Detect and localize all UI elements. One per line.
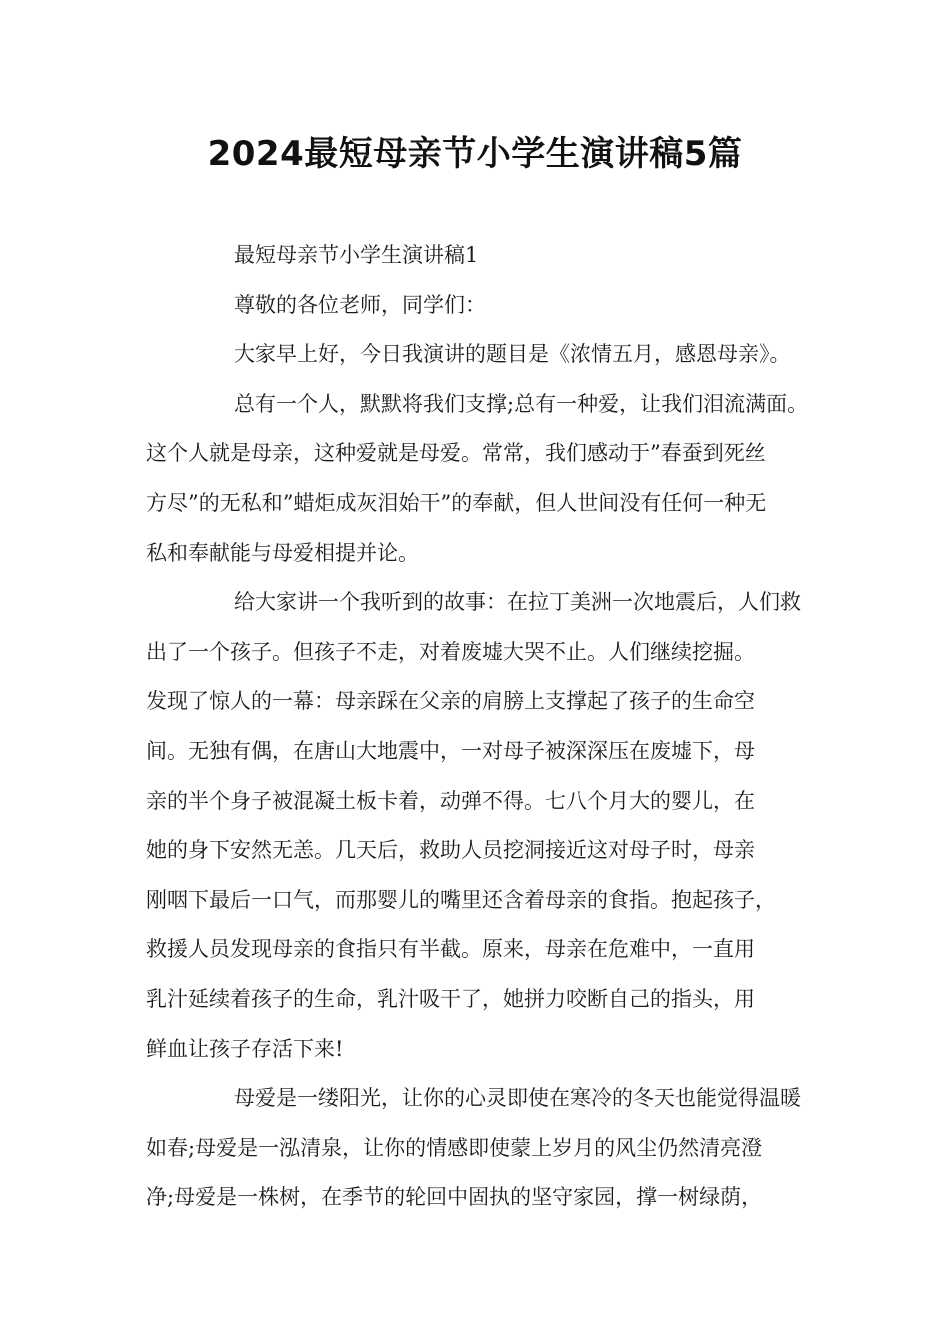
- text-line: 净;母爱是一株树，在季节的轮回中固执的坚守家园，撑一树绿荫，: [146, 1185, 763, 1210]
- paragraph: [146, 1074, 818, 1223]
- paragraph: [146, 380, 818, 578]
- text-line: 发现了惊人的一幕：母亲踩在父亲的肩膀上支撑起了孩子的生命空: [146, 689, 755, 714]
- paragraph: [146, 578, 818, 1074]
- text-line: 给大家讲一个我听到的故事：在拉丁美洲一次地震后，人们救: [234, 590, 801, 615]
- text-line: 刚咽下最后一口气，而那婴儿的嘴里还含着母亲的食指。抱起孩子，: [146, 887, 776, 912]
- text-line: 出了一个孩子。但孩子不走，对着废墟大哭不止。人们继续挖掘。: [146, 639, 755, 664]
- document-title: 2024最短母亲节小学生演讲稿5篇: [207, 134, 743, 174]
- text-line: 母爱是一缕阳光，让你的心灵即使在寒冷的冬天也能觉得温暖: [234, 1086, 801, 1111]
- paragraph: [146, 330, 818, 380]
- text-line: 私和奉献能与母爱相提并论。: [146, 540, 419, 565]
- text-line: 间。无独有偶，在唐山大地震中，一对母子被深深压在废墟下，母: [146, 738, 755, 763]
- document-body: [146, 231, 818, 1223]
- text-line: 如春;母爱是一泓清泉，让你的情感即使蒙上岁月的风尘仍然清亮澄: [146, 1135, 763, 1160]
- text-line: 总有一个人，默默将我们支撑;总有一种爱，让我们泪流满面。: [234, 391, 809, 416]
- text-line: 尊敬的各位老师，同学们：: [234, 292, 486, 317]
- text-line: 最短母亲节小学生演讲稿1: [234, 243, 479, 267]
- paragraph: [146, 281, 818, 331]
- text-line: 她的身下安然无恙。几天后，救助人员挖洞接近这对母子时，母亲: [146, 838, 755, 863]
- text-line: 这个人就是母亲，这种爱就是母爱。常常，我们感动于”春蚕到死丝: [146, 441, 766, 466]
- paragraph: [146, 231, 818, 281]
- text-line: 亲的半个身子被混凝土板卡着，动弹不得。七八个月大的婴儿，在: [146, 788, 755, 813]
- text-line: 鲜血让孩子存活下来!: [146, 1036, 344, 1061]
- text-line: 乳汁延续着孩子的生命，乳汁吸干了，她拼力咬断自己的指头，用: [146, 986, 755, 1011]
- text-line: 大家早上好，今日我演讲的题目是《浓情五月，感恩母亲》。: [234, 342, 791, 367]
- text-line: 方尽”的无私和”蜡炬成灰泪始干”的奉献，但人世间没有任何一种无: [146, 490, 767, 515]
- text-line: 救援人员发现母亲的食指只有半截。原来，母亲在危难中，一直用: [146, 937, 755, 962]
